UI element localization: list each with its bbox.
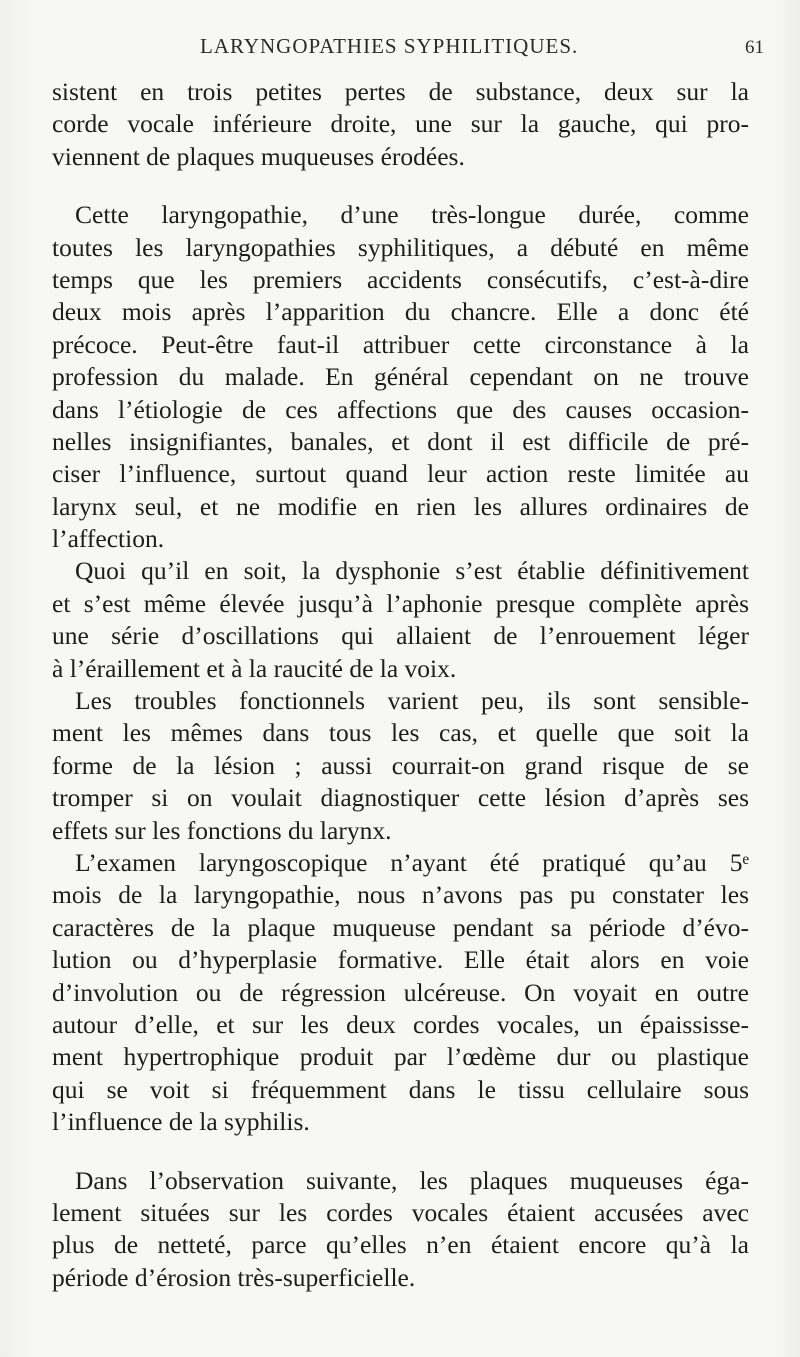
text-line: tromper si on voulait diagnostiquer cette lésion d’après ses	[52, 783, 749, 813]
text-line: toutes les laryngopathies syphilitiques, a débuté en même	[52, 232, 749, 262]
text-line: autour d’elle, et sur les deux cordes vocales, un épaississe-	[52, 1009, 749, 1039]
running-title: LARYNGOPATHIES SYPHILITIQUES.	[200, 34, 579, 58]
text-line: nelles insignifiantes, banales, et dont il est difficile de pré-	[52, 426, 749, 456]
text-line: profession du malade. En général cependant on ne trouve	[52, 362, 749, 392]
paragraph-1	[52, 76, 749, 173]
text-line: lement situées sur les cordes vocales étaient accusées avec	[52, 1197, 749, 1227]
text-line: sistent en trois petites pertes de substance, deux sur la	[52, 77, 749, 106]
text-line: ment hypertrophique produit par l’œdème dur ou plastique	[52, 1042, 749, 1072]
text-line: d’involution ou de régression ulcéreuse. On voyait en outre	[52, 977, 749, 1007]
paragraph-6	[52, 1165, 749, 1295]
text-line: viennent de plaques muqueuses érodées.	[52, 141, 465, 171]
text-line: Dans l’observation suivante, les plaques muqueuses éga-	[75, 1165, 749, 1195]
text-line: plus de netteté, parce qu’elles n’en étaient encore qu’à la	[52, 1230, 749, 1260]
text-line: larynx seul, et ne modifie en rien les allures ordinaires de	[52, 491, 749, 521]
text-line: une série d’oscillations qui allaient de l’enrouement léger	[52, 621, 749, 651]
text-line: Quoi qu’il en soit, la dysphonie s’est établie définitivement	[75, 556, 749, 586]
text-line: ciser l’influence, surtout quand leur action reste limitée au	[52, 459, 749, 489]
text-line: effets sur les fonctions du larynx.	[52, 815, 392, 845]
paragraph-spacer	[52, 173, 749, 199]
text-line: L’examen laryngoscopique n’ayant été pratiqué qu’au 5ᵉ	[75, 847, 749, 877]
body-text	[52, 76, 749, 1294]
paragraph-2	[52, 199, 749, 555]
paragraph-5	[52, 847, 749, 1139]
text-line: temps que les premiers accidents consécutifs, c’est-à-dire	[52, 264, 749, 294]
text-line: corde vocale inférieure droite, une sur la gauche, qui pro-	[52, 109, 749, 139]
text-line: Les troubles fonctionnels varient peu, ils sont sensible-	[75, 686, 749, 716]
text-line: forme de la lésion ; aussi courrait-on grand risque de se	[52, 750, 749, 780]
text-line: à l’éraillement et à la raucité de la voix.	[52, 653, 457, 683]
text-line: ment les mêmes dans tous les cas, et quelle que soit la	[52, 718, 749, 748]
text-line: caractères de la plaque muqueuse pendant sa période d’évo-	[52, 912, 749, 942]
text-line: précoce. Peut-être faut-il attribuer cette circonstance à la	[52, 329, 749, 359]
text-line: lution ou d’hyperplasie formative. Elle était alors en voie	[52, 945, 749, 975]
paragraph-4	[52, 685, 749, 847]
page-number: 61	[745, 37, 764, 58]
text-line: mois de la laryngopathie, nous n’avons pas pu constater les	[52, 880, 749, 910]
text-line: l’influence de la syphilis.	[52, 1107, 310, 1137]
text-line: et s’est même élevée jusqu’à l’aphonie presque complète après	[52, 588, 749, 618]
paragraph-spacer	[52, 1139, 749, 1165]
text-line: dans l’étiologie de ces affections que des causes occasion-	[52, 394, 749, 424]
text-line: Cette laryngopathie, d’une très-longue durée, comme	[75, 200, 749, 230]
page-header	[54, 34, 766, 64]
paragraph-3	[52, 555, 749, 685]
text-line: période d’érosion très-superficielle.	[52, 1262, 416, 1292]
text-line: qui se voit si fréquemment dans le tissu cellulaire sous	[52, 1074, 749, 1104]
text-line: l’affection.	[52, 524, 165, 554]
text-line: deux mois après l’apparition du chancre. Elle a donc été	[52, 297, 749, 327]
